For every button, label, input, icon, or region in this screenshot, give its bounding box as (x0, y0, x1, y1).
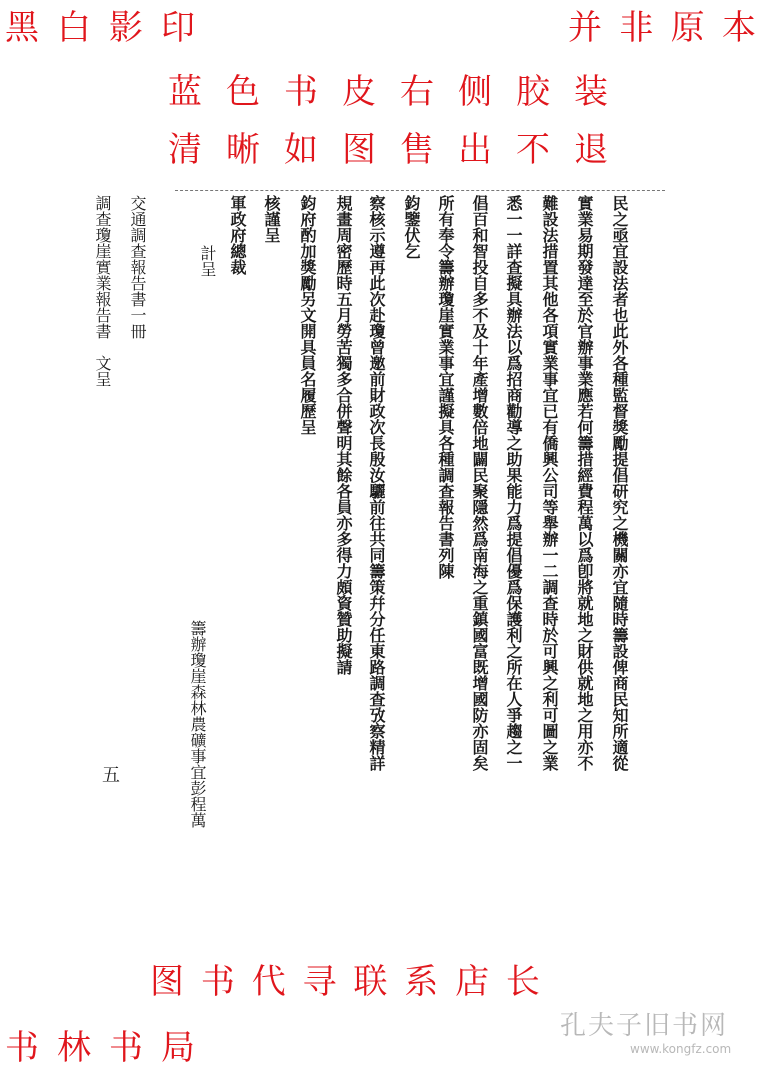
watermark-char: 售 (400, 130, 434, 170)
watermark-char: 并 (568, 8, 602, 48)
text-column: 鈞鑒伏乞 (402, 195, 421, 259)
text-column: 計呈 (198, 245, 217, 277)
text-column: 交通調查報告書一冊 (128, 195, 147, 339)
text-column: 鈞府酌加獎勵另文開具員名履歷呈 (298, 195, 317, 435)
watermark-char: 出 (458, 130, 492, 170)
watermark-row1 (168, 72, 608, 112)
watermark-char: 原 (670, 8, 705, 48)
watermark-char: 书 (109, 1028, 143, 1068)
watermark-top-left (5, 8, 195, 48)
watermark-row2 (168, 130, 608, 170)
text-column: 調查瓊崖實業報告書 文呈 (93, 195, 112, 387)
watermark-char: 林 (57, 1028, 91, 1068)
text-column: 核謹呈 (262, 195, 281, 243)
watermark-bottom-left (5, 1028, 195, 1068)
text-column: 民之亟宜設法者也此外各種監督獎勵提倡研究之機關亦宜隨時籌設俾商民知所適從 (610, 195, 629, 771)
watermark-char: 影 (109, 8, 143, 48)
text-column: 倡百和智投自多不及十年產增數倍地闢民聚隱然爲南海之重鎮國富既增國防亦固矣 (470, 195, 489, 771)
logo-url: www.kongfz.com (630, 1042, 732, 1056)
watermark-char: 本 (721, 8, 756, 48)
text-column: 軍政府總裁 (228, 195, 247, 275)
text-column: 實業易期發達至於官辦事業應若何籌措經費程萬以爲卽將就地之財供就地之用亦不 (575, 195, 594, 771)
watermark-char: 书 (5, 1028, 39, 1068)
watermark-char: 侧 (458, 72, 492, 112)
watermark-char: 白 (57, 8, 91, 48)
watermark-char: 店 (455, 962, 490, 1002)
watermark-char: 皮 (342, 72, 376, 112)
watermark-char: 黑 (5, 8, 39, 48)
watermark-char: 胶 (516, 72, 550, 112)
text-column: 難設法措置其他各項實業事宜已有僑興公司等舉辦一二調查時於可興之利可圖之業 (540, 195, 559, 771)
watermark-char: 图 (342, 130, 376, 170)
watermark-char: 非 (619, 8, 654, 48)
watermark-char: 不 (516, 130, 550, 170)
text-column: 悉一一詳查擬具辦法以爲招商勸導之助果能力爲提倡優爲保護利之所在人爭趨之一 (504, 195, 523, 771)
page-number: 五 (99, 765, 120, 783)
watermark-row3 (150, 962, 540, 1002)
logo-title: 孔夫子旧书网 (560, 1011, 729, 1041)
watermark-char: 印 (161, 8, 195, 48)
watermark-char: 退 (574, 130, 608, 170)
watermark-char: 联 (353, 962, 388, 1002)
watermark-char: 清 (168, 130, 202, 170)
watermark-char: 右 (400, 72, 434, 112)
watermark-char: 色 (226, 72, 260, 112)
watermark-char: 图 (150, 962, 184, 1002)
watermark-char: 局 (161, 1028, 195, 1068)
watermark-char: 代 (251, 962, 286, 1002)
watermark-char: 装 (574, 72, 608, 112)
kongfz-logo (560, 1005, 731, 1056)
watermark-char: 系 (404, 962, 439, 1002)
watermark-char: 长 (505, 962, 540, 1002)
watermark-char: 蓝 (168, 72, 202, 112)
top-rule (175, 190, 665, 191)
watermark-char: 寻 (302, 962, 337, 1002)
text-column: 規畫周密歷時五月勞苦獨多合併聲明其餘各員亦多得力頗資贊助擬請 (334, 195, 353, 675)
signature: 籌辦瓊崖森林農礦事宜彭程萬 (188, 620, 207, 828)
text-column: 察核示遵再此次赴瓊曾邀前財政次長殷汝驪前往共同籌策幷分任東路調查攷察精詳 (367, 195, 386, 771)
watermark-top-right (568, 8, 756, 48)
watermark-char: 书 (200, 962, 235, 1002)
watermark-char: 书 (284, 72, 318, 112)
watermark-char: 晰 (226, 130, 260, 170)
watermark-char: 如 (284, 130, 318, 170)
text-column: 所有奉令籌辦瓊崖實業事宜謹擬具各種調查報告書列陳 (436, 195, 455, 579)
